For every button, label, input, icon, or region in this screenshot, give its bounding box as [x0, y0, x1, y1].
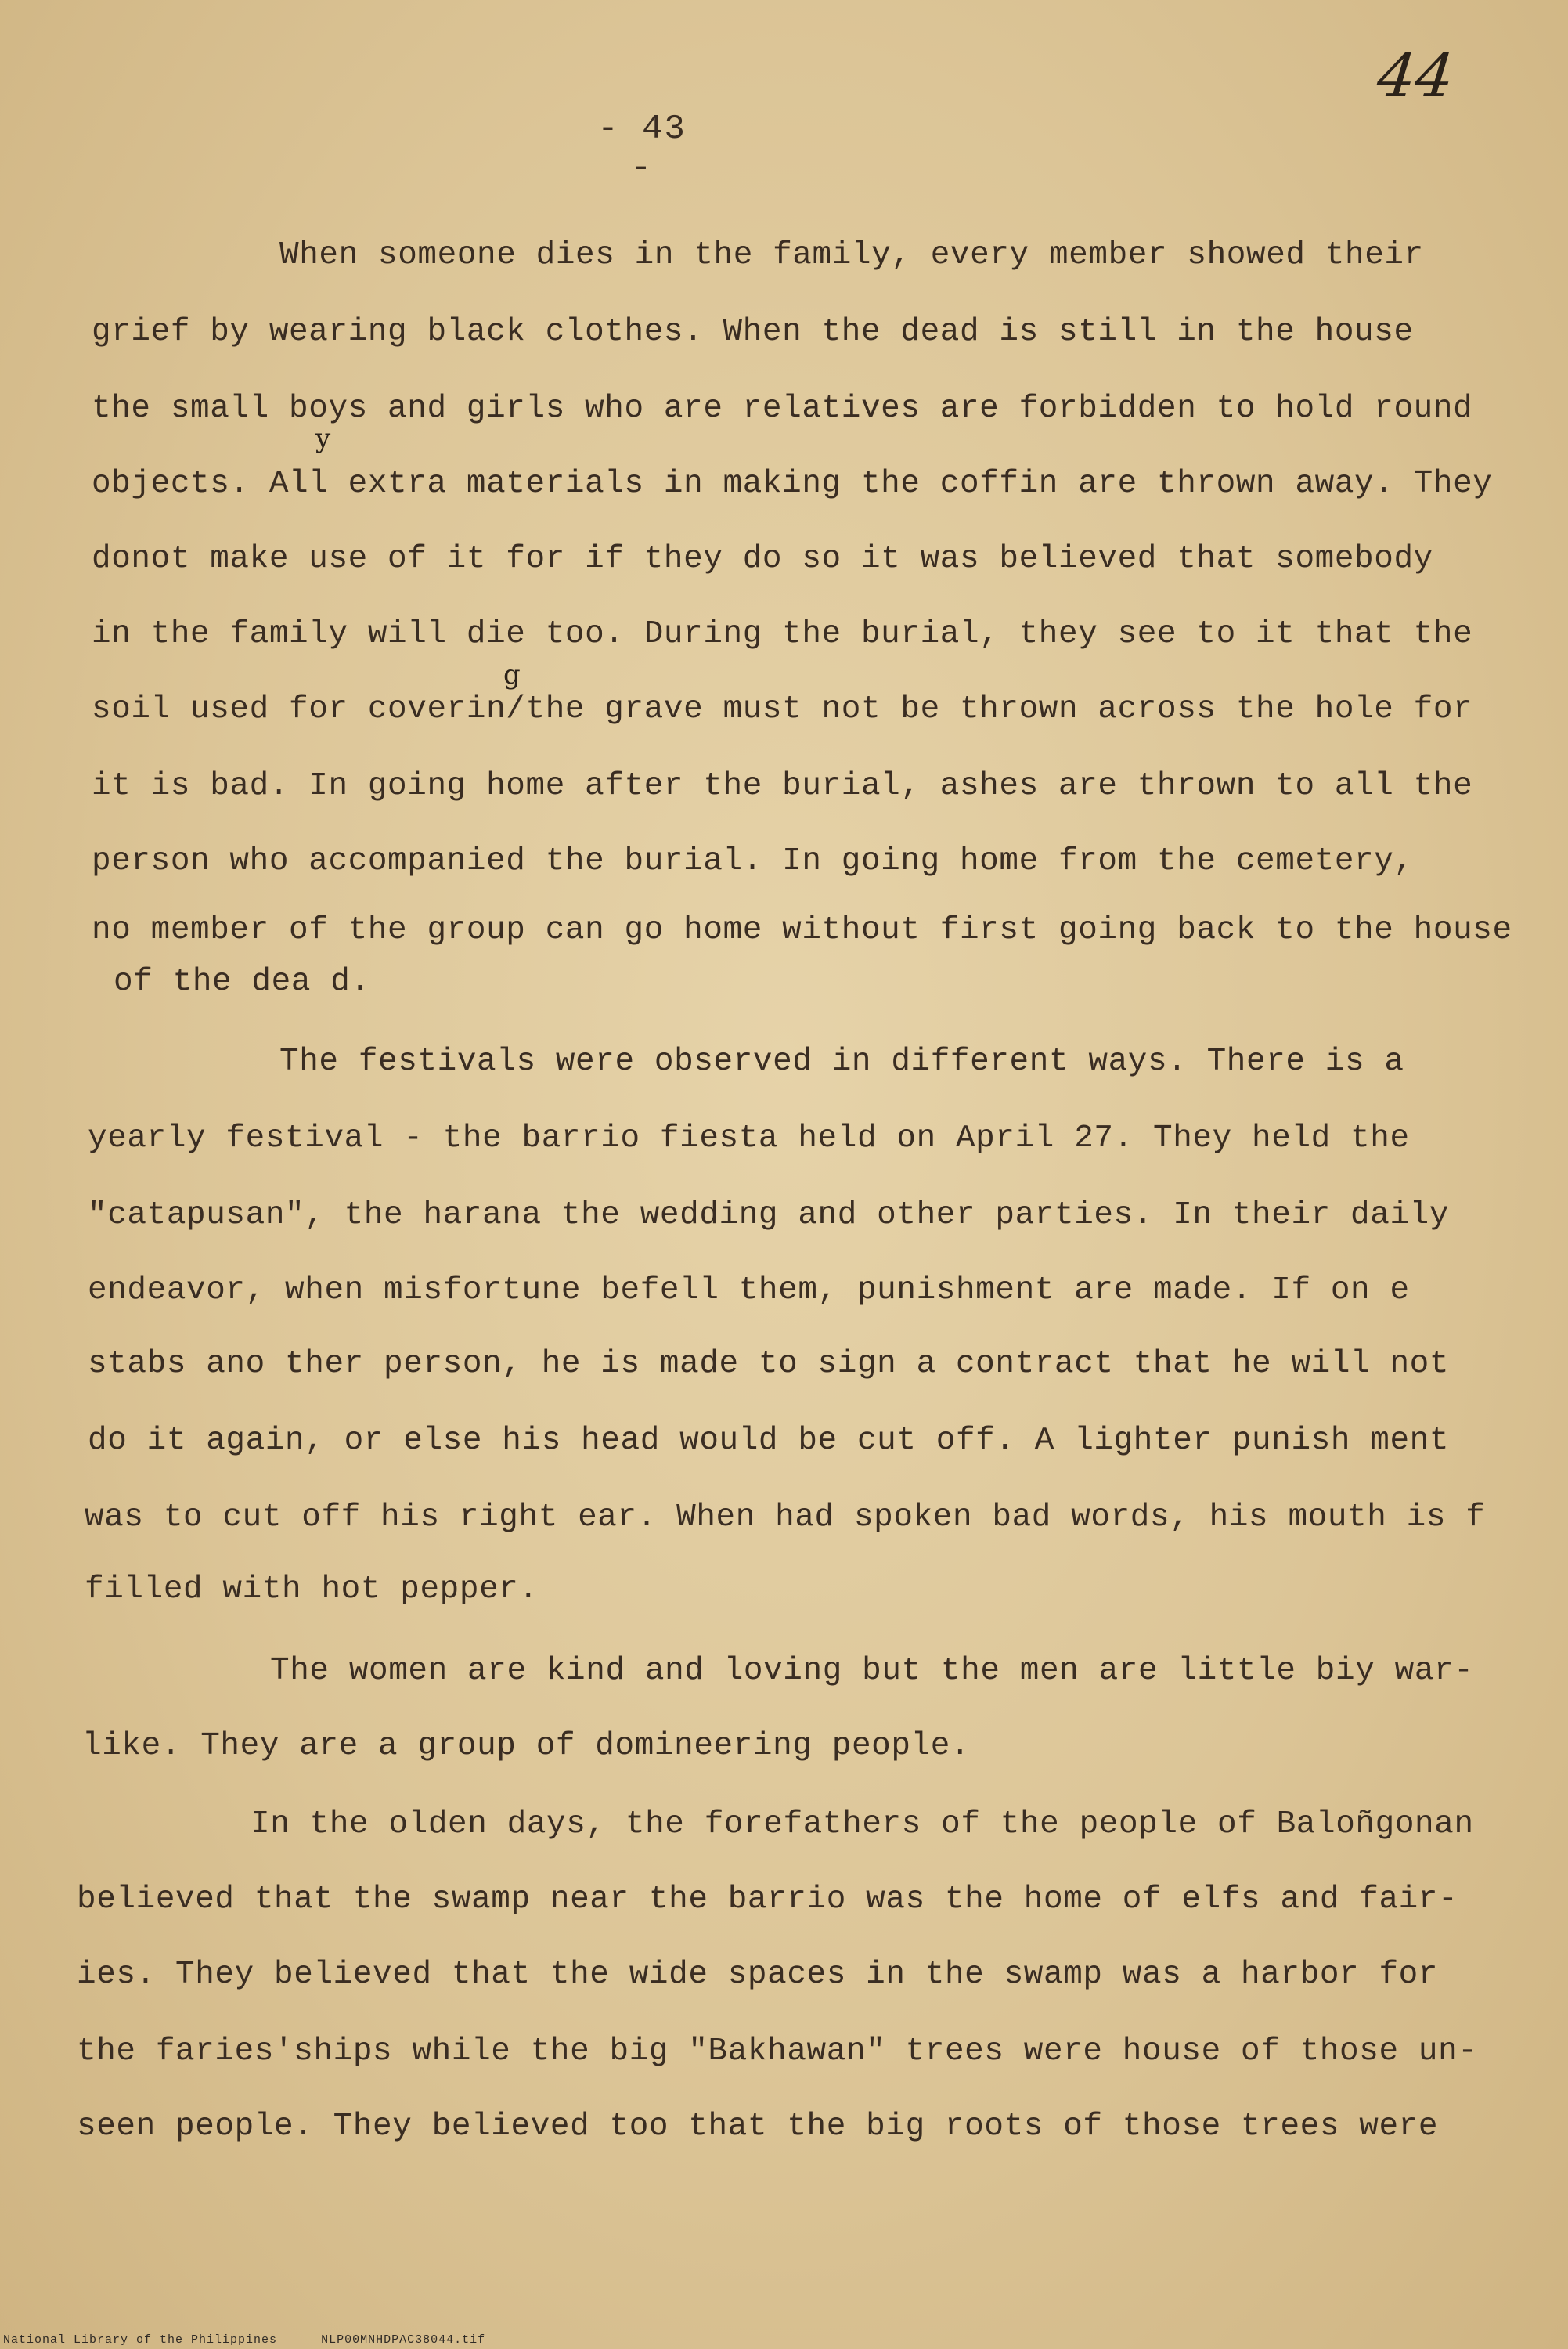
- text-line: soil used for coverin/the grave must not be thrown across the hole for: [92, 691, 1473, 727]
- text-line: objects. All extra materials in making the coffin are thrown away. They: [92, 466, 1493, 502]
- text-line: was to cut off his right ear. When had spoken bad words, his mouth is f: [85, 1499, 1486, 1535]
- handwritten-insertion-y: y: [315, 423, 331, 454]
- footer-source: National Library of the Philippines: [3, 2333, 278, 2347]
- text-line: The festivals were observed in different ways. There is a: [279, 1044, 1404, 1080]
- text-line: When someone dies in the family, every member showed their: [279, 237, 1424, 273]
- footer-filename: NLP00MNHDPAC38044.tif: [321, 2333, 486, 2347]
- text-line: no member of the group can go home without first going back to the house: [92, 912, 1512, 948]
- text-line: do it again, or else his head would be cut off. A lighter punish ment: [88, 1423, 1450, 1459]
- text-line: in the family will die too. During the burial, they see to it that the: [92, 616, 1473, 652]
- text-line: stabs ano ther person, he is made to sign a contract that he will not: [88, 1346, 1450, 1382]
- text-line: donot make use of it for if they do so it was believed that somebody: [92, 541, 1433, 577]
- text-line: The women are kind and loving but the men are little biy war-: [270, 1653, 1474, 1689]
- text-line: believed that the swamp near the barrio was the home of elfs and fair-: [77, 1882, 1458, 1918]
- text-line: ies. They believed that the wide spaces in the swamp was a harbor for: [77, 1957, 1439, 1993]
- typed-page-number: - 43 -: [597, 110, 687, 188]
- handwritten-page-number: 44: [1374, 41, 1458, 110]
- text-line: yearly festival - the barrio fiesta held on April 27. They held the: [88, 1120, 1410, 1156]
- text-line: of the dea d.: [114, 964, 370, 1000]
- text-line: grief by wearing black clothes. When the dead is still in the house: [92, 314, 1414, 350]
- text-line: like. They are a group of domineering people.: [82, 1728, 971, 1764]
- text-line: the faries'ships while the big "Bakhawan" trees were house of those un-: [77, 2033, 1478, 2069]
- text-line: person who accompanied the burial. In going home from the cemetery,: [92, 843, 1414, 879]
- text-line: it is bad. In going home after the burial, ashes are thrown to all the: [92, 768, 1473, 804]
- text-line: "catapusan", the harana the wedding and other parties. In their daily: [88, 1197, 1450, 1233]
- text-line: In the olden days, the forefathers of the people of Baloñgonan: [251, 1806, 1474, 1842]
- archive-footer: [3, 2333, 521, 2347]
- text-line: filled with hot pepper.: [85, 1571, 539, 1607]
- handwritten-insertion-g: g: [503, 659, 521, 691]
- text-line: endeavor, when misfortune befell them, punishment are made. If on e: [88, 1272, 1410, 1308]
- text-line: the small boys and girls who are relatives are forbidden to hold round: [92, 391, 1473, 427]
- text-line: seen people. They believed too that the big roots of those trees were: [77, 2109, 1439, 2145]
